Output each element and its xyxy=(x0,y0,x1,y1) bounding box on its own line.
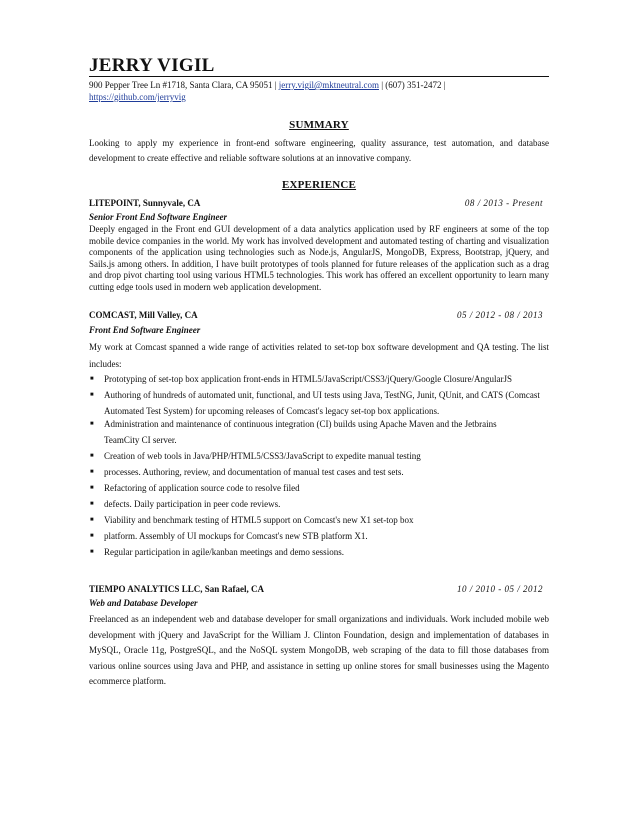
resume-page xyxy=(89,56,549,690)
job-company: COMCAST, Mill Valley, CA xyxy=(89,310,198,320)
job-dates: 05 / 2012 - 08 / 2013 xyxy=(457,310,543,320)
job-role: Senior Front End Software Engineer xyxy=(89,212,228,222)
job-dates: 10 / 2010 - 05 / 2012 xyxy=(457,584,543,594)
list-item: ■ defects. Daily participation in peer code reviews. xyxy=(89,498,549,511)
contact-info xyxy=(89,79,549,103)
list-item: ■ platform. Assembly of UI mockups for Comcast's new STB platform X1. xyxy=(89,530,549,543)
job-header xyxy=(89,584,549,594)
list-item: TeamCity CI server. xyxy=(104,435,177,445)
job-header xyxy=(89,198,549,208)
github-link[interactable]: https://github.com/jerryvig xyxy=(89,92,186,102)
list-item: ■ Authoring of hundreds of automated unit, functional, and UI tests using Java, TestNG, Junit, QUnit, and CATS (Comcast xyxy=(89,389,549,402)
email-link[interactable]: jerry.vigil@mktneutral.com xyxy=(278,80,379,90)
job-intro: My work at Comcast spanned a wide range of activities related to set-top box software development and QA testing. The list includes: xyxy=(89,342,549,369)
summary-text: Looking to apply my experience in front-end software engineering, quality assurance, test automation, and database development to create effective and reliable software solutions at an innovative company. xyxy=(89,138,549,163)
job-company: TIEMPO ANALYTICS LLC, San Rafael, CA xyxy=(89,584,264,594)
job-role: Front End Software Engineer xyxy=(89,325,201,335)
list-item: ■ Viability and benchmark testing of HTML5 support on Comcast's new X1 set-top box xyxy=(89,514,549,527)
job-role: Web and Database Developer xyxy=(89,598,198,608)
job-entry-litepoint xyxy=(89,198,549,293)
job-company: LITEPOINT, Sunnyvale, CA xyxy=(89,198,201,208)
candidate-name: JERRY VIGIL xyxy=(89,56,549,77)
experience-heading: EXPERIENCE xyxy=(281,179,357,191)
list-item: ■ Prototyping of set-top box application front-ends in HTML5/JavaScript/CSS3/jQuery/Google Closure/AngularJS xyxy=(89,373,549,386)
job-description: Freelanced as an independent web and database developer for small organizations and individuals. Work included mobile web development with jQuery and JavaScript for the William J. Clinton Foundation, design and implementation of databases in MySQL, Oracle 11g, PostgreSQL, and the NoSQL system MongoDB, web scraping of the data to fill those databases from various online sources using Java and PHP, and assistance in setting up online stores for small businesses using the Magento ecommerce platform. xyxy=(89,614,549,686)
job-description: Deeply engaged in the Front end GUI development of a data analytics application used by RF engineers at some of the top mobile device companies in the world. My work has involved development and automated testing of charting and visualization components of the application using technologies such as Node.js, AngularJS, MongoDB, Express, Bootstrap, jQuery, and Sails.js among others. In addition, I have built prototypes of tools planned for future releases of the application such as a drag and drop pivot charting tool using various HTML5 technologies. This work has offered an excellent opportunity to learn many cutting edge tools used in modern web application development. xyxy=(89,224,549,292)
summary-heading: SUMMARY xyxy=(289,119,349,131)
phone: | (607) 351-2472 | xyxy=(378,80,446,90)
job-bullet-list xyxy=(89,373,549,559)
list-item: ■ Refactoring of application source code to resolve filed xyxy=(89,482,549,495)
list-item: ■ Administration and maintenance of continuous integration (CI) builds using Apache Maven and the Jetbrains xyxy=(89,418,549,431)
job-entry-tiempo xyxy=(89,584,549,690)
job-dates: 08 / 2013 - Present xyxy=(464,198,543,208)
job-entry-comcast xyxy=(89,310,549,559)
list-item: ■ processes. Authoring, review, and documentation of manual test cases and test sets. xyxy=(89,466,549,479)
address: 900 Pepper Tree Ln #1718, Santa Clara, CA 95051 | xyxy=(89,80,279,90)
list-item: ■ Regular participation in agile/kanban meetings and demo sessions. xyxy=(89,546,549,559)
list-item: ■ Creation of web tools in Java/PHP/HTML5/CSS3/JavaScript to expedite manual testing xyxy=(89,450,549,463)
list-item: Automated Test System) for upcoming releases of Comcast's legacy set-top box applications. xyxy=(104,406,440,416)
job-header xyxy=(89,310,549,320)
